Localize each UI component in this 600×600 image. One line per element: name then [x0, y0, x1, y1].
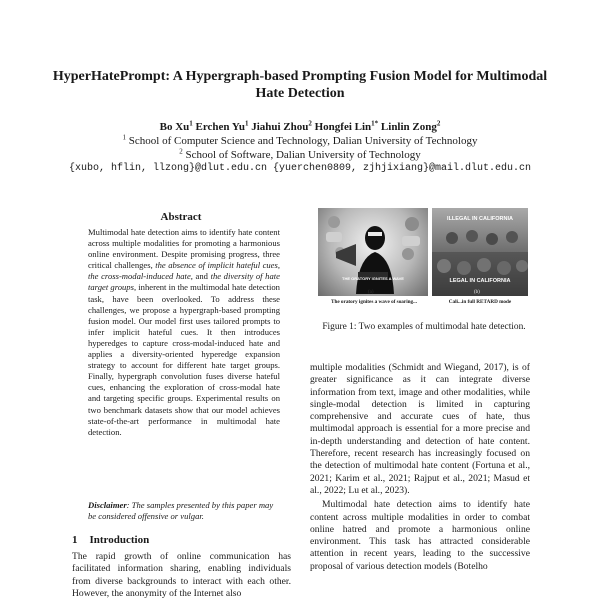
subfigure-label-a: (a) [368, 290, 374, 295]
author-sup: 1* [371, 119, 379, 128]
abstract-part: Multimodal hate detection aims to identify hate content across multiple modalities for promoting a harmonious online environment. Despite promising progress, three critical challenges, [88, 227, 280, 271]
abstract-sep: , and [190, 271, 211, 282]
author-emails: {xubo, hflin, llzong}@dlut.edu.cn {yuerchen0809, zjhjixiang}@mail.dlut.edu.cn [68, 163, 532, 174]
challenge-3: the diversity of hate target groups [88, 271, 280, 293]
example-caption-a: The oratory ignites a wave of soaring... [330, 299, 418, 305]
intro-paragraph: multiple modalities (Schmidt and Wiegand, 2017), is of greater significance as it can integrate diverse information from text, image and other modalities, while single-modal detection is limited in capturing comprehensive and accurate cues of hate, thus multimodal approach is essential for a more precise and in-depth understanding and detection of hate content. Therefore, recent research has increasingly focused on the detection of multimodal hate content (Fortuna et al., 2021; Karim et al., 2021; Rajput et al., 2021; Masud et al., 2022; Lu et al., 2023). [310, 362, 530, 496]
author-sup: 2 [308, 119, 312, 128]
author-name: Jiahui Zhou [251, 121, 309, 133]
abstract-heading: Abstract [160, 211, 202, 223]
figure-1 [318, 208, 528, 332]
affiliation-text: School of Software, Dalian University of Technology [185, 149, 421, 161]
disclaimer [88, 500, 280, 522]
section-heading-introduction [72, 534, 149, 546]
section-title: Introduction [89, 534, 150, 546]
affiliation-text: School of Computer Science and Technology, Dalian University of Technology [128, 135, 478, 147]
subfigure-label-b: (b) [474, 290, 480, 295]
disclaimer-text: : The samples presented by this paper may be considered offensive or vulgar. [88, 500, 274, 522]
author-name: Hongfei Lin [314, 121, 372, 133]
author-name: Linlin Zong [380, 121, 437, 133]
intro-paragraph: Multimodal hate detection aims to identify hate content across multiple modalities in order to combat online hatred and promote a harmonious online environment. This task has attracted considerable attention in recent years, leading to the successive proposal of various detection models (Botelho [310, 499, 530, 572]
abstract-part: , inherent in the multimodal hate detection task, have been overlooked. To address these challenges, we propose a hypergraph-based prompting fusion model. Our model first uses tailored prompts to infer implicit hateful cues. It then introduces hyperedges to capture cross-modal-induced hate and applies a diversity-oriented hyperedge expansion strategy to account for different hate target groups. Finally, hypergraph convolution fuses diverse hateful cues, enhancing the exploration of cross-modal hate and targeting specific groups. Experimental results on two benchmark datasets show that our model achieves state-of-the-art performance in multimodal hate detection. [88, 282, 280, 437]
challenge-1: the absence of implicit hateful cues [155, 260, 278, 271]
author-sup: 2 [436, 119, 441, 128]
challenge-2: the cross-modal-induced hate [88, 271, 191, 282]
affiliation-1 [40, 134, 560, 148]
intro-right-column [310, 362, 530, 573]
affiliation-2 [40, 148, 560, 162]
speaker-illustration [318, 208, 428, 296]
example-image-a [318, 208, 428, 296]
author-name: Erchen Yu [195, 121, 245, 133]
disclaimer-label: Disclaimer [88, 500, 127, 510]
abstract-sep: , [277, 260, 280, 271]
intro-paragraph-left: The rapid growth of online communication has facilitated information sharing, enabling individuals from diverse backgrounds to interact with each other. However, the anonymity of the Internet also [72, 551, 291, 599]
image-a-overlay-text: THE ORATORY IGNITES A WAVE [342, 276, 404, 281]
author-list [40, 120, 560, 134]
author-sup: 1 [189, 119, 193, 128]
affiliation-sup: 1 [122, 133, 127, 142]
author-block [40, 120, 560, 176]
figure-caption: Figure 1: Two examples of multimodal hate detection. [322, 322, 526, 332]
image-b-bottom-text: LEGAL IN CALIFORNIA [449, 278, 511, 284]
affiliation-sup: 2 [179, 147, 183, 156]
section-number: 1 [72, 534, 78, 546]
author-sup: 1 [244, 119, 249, 128]
example-caption-b: Cali...in full RETARD mode [448, 299, 512, 305]
image-b-top-text: ILLEGAL IN CALIFORNIA [447, 216, 513, 222]
example-image-b [432, 208, 528, 296]
paper-title: HyperHatePrompt: A Hypergraph-based Prompting Fusion Model for Multimodal Hate Detection [52, 69, 548, 101]
abstract-text [88, 227, 280, 438]
author-name: Bo Xu [159, 121, 190, 133]
